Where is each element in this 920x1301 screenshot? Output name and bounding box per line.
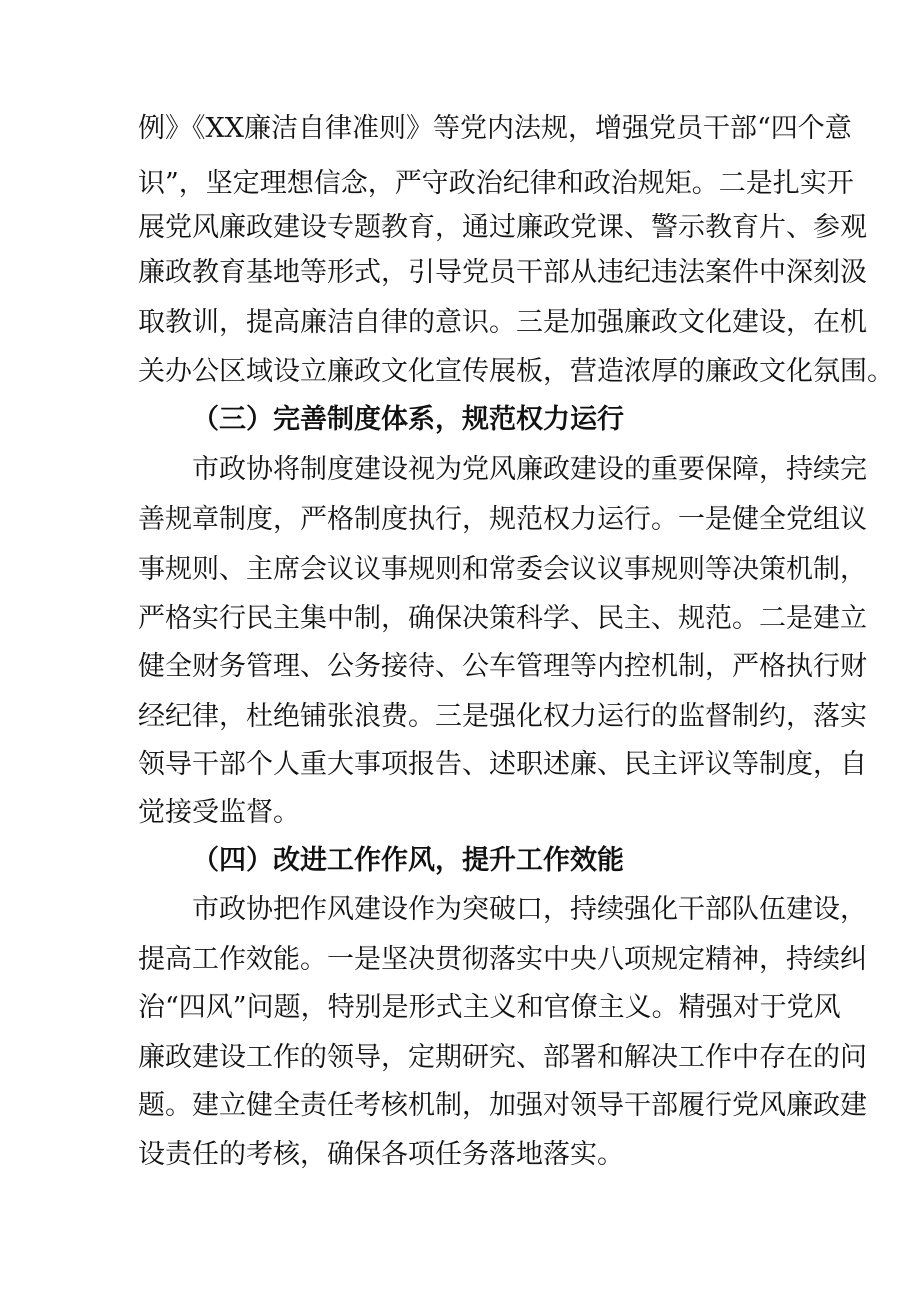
paragraph-line: 关办公区域设立廉政文化宣传展板，营造浓厚的廉政文化氛围。 [138, 356, 894, 387]
paragraph-line: 事规则、主席会议议事规则和常委会议议事规则等决策机制， [138, 554, 867, 585]
paragraph-line: 提高工作效能。一是坚决贯彻落实中央八项规定精神，持续纠 [138, 944, 867, 975]
paragraph-line: 题。建立健全责任考核机制，加强对领导干部履行党风廉政建 [138, 1090, 867, 1121]
paragraph-line: 取教训，提高廉洁自律的意识。三是加强廉政文化建设，在机 [138, 307, 867, 338]
paragraph-line: 市政协将制度建设视为党风廉政建设的重要保障，持续完 [192, 454, 867, 485]
paragraph-line: 严格实行民主集中制，确保决策科学、民主、规范。二是建立 [138, 603, 867, 634]
section-heading: （四）改进工作作风，提升工作效能 [192, 845, 624, 876]
paragraph-line: 领导干部个人重大事项报告、述职述廉、民主评议等制度，自 [138, 749, 867, 780]
paragraph-line: 展党风廉政建设专题教育，通过廉政党课、警示教育片、参观 [138, 212, 867, 243]
paragraph-line: 廉政教育基地等形式，引导党员干部从违纪违法案件中深刻汲 [138, 257, 867, 288]
paragraph-line: 廉政建设工作的领导，定期研究、部署和解决工作中存在的问 [138, 1042, 867, 1073]
paragraph-line: 市政协把作风建设作为突破口，持续强化干部队伍建设， [192, 894, 867, 925]
paragraph-line: 经纪律，杜绝铺张浪费。三是强化权力运行的监督制约，落实 [138, 701, 867, 732]
paragraph-line: 善规章制度，严格制度执行，规范权力运行。一是健全党组议 [138, 504, 867, 535]
paragraph-line: 觉接受监督。 [138, 797, 300, 828]
paragraph-line: 治“四风”问题，特别是形式主义和官僚主义。精强对于党风 [138, 992, 841, 1023]
paragraph-line: 识”，坚定理想信念，严守政治纪律和政治规矩。二是扎实开 [138, 168, 854, 199]
paragraph-line: 例》《XX廉洁自律准则》等党内法规，增强党员干部“四个意 [138, 113, 852, 144]
section-heading: （三）完善制度体系，规范权力运行 [192, 404, 624, 435]
paragraph-line: 设责任的考核，确保各项任务落地落实。 [138, 1139, 624, 1170]
paragraph-line: 健全财务管理、公务接待、公车管理等内控机制，严格执行财 [138, 651, 867, 682]
